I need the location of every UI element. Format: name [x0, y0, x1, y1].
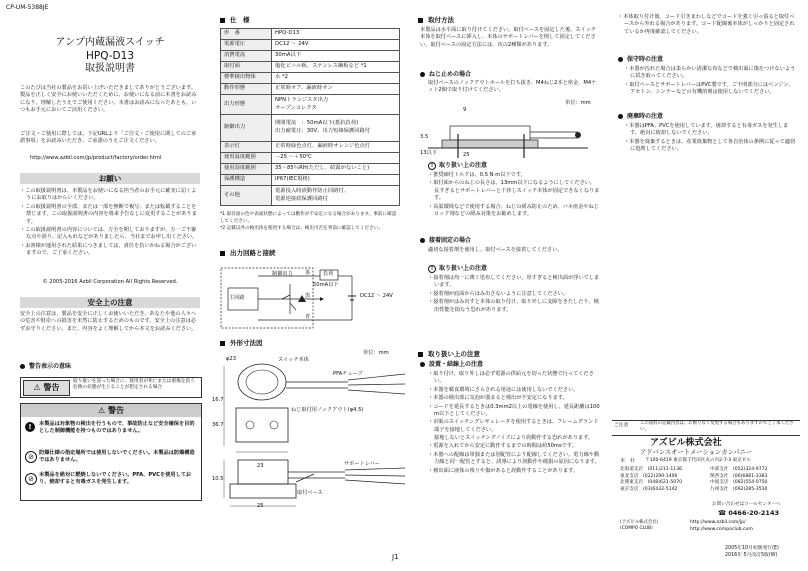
order-url[interactable]: http://www.azbil.com/jp/product/factory/order.html [30, 155, 162, 161]
list-item: ・本器を廃棄するときは、産業廃棄物として各自治体の条例に従って適切に処理してください。 [624, 138, 796, 153]
phone-icon: ☎ [718, 509, 727, 517]
request-item: ・この取扱説明書の内容については、万全を期しておりますが、万一ご不審な点や誤り、記入もれなどがありましたら、当社までお申し出ください。 [20, 226, 198, 241]
list-item: ・本器への配線は単独または別配管により配線してください。電力線や動力線と同一配管とすると、誘導により誤動作や破損の原因になります。 [428, 451, 600, 466]
warning-item: 防爆仕様の指定場所では使用しないでください。本製品は防爆構造ではありません。 [39, 450, 195, 464]
table-row: 保護構造 IP67(IEC規格) [221, 175, 400, 186]
knockout-hole [270, 421, 278, 429]
title-line3: 取扱説明書 [85, 63, 135, 74]
warning-item: 本製品は対象物の検出を行うもので、事故防止など安全確保を目的とした制御機能を持つものではありません。 [39, 421, 195, 435]
pfa-tube-label: PFAチューブ [333, 371, 363, 377]
safety-heading: 安全上の注意 [20, 297, 200, 308]
bullet-icon [420, 72, 425, 77]
title-model: HPQ-D13 [85, 50, 135, 62]
cable-icon [575, 132, 581, 138]
list-item: ・高温環境などで使用する場合、ねじの緩み防止のため、バネ座金やねじロック剤などの緩み対策をお勧めします。 [428, 203, 599, 217]
wire-brown-label: 茶 [305, 270, 311, 276]
copyright: © 2005-2016 Azbil Corporation All Rights Reserved. [42, 279, 178, 285]
warning-desc: 取り扱いを誤った場合に、使用者が死亡または重傷を負う危険の状態が生じることが想定される場合 [73, 379, 195, 391]
list-item: ・電源を入れてから安定に動作するまでの時間は約50msです。 [428, 443, 577, 450]
section-square-icon [220, 18, 225, 23]
list-item: ・推奨締付トルクは、0.5 N·m以下です。 [428, 172, 526, 178]
maint-title: 保守時の注意 [618, 56, 663, 65]
outline-unit: 単位：mm [363, 350, 389, 356]
control-output-label: 制御出力 [272, 271, 293, 277]
adhesive-caution-list [428, 275, 600, 315]
warning-label: ⚠ 警告 [23, 380, 70, 396]
screw-caution-list [428, 172, 600, 219]
compo-label: (アズビル株式会社) (COMPO CLUB) [620, 520, 659, 531]
screw-caution-title: ! 取り扱い上の注意 [428, 162, 487, 171]
request-heading: お願い [20, 173, 200, 184]
dim-label: 23 [257, 463, 264, 469]
mount-dim: 25 [463, 152, 470, 158]
spec-note: *1 取付面の色や表面状態によっては動作が不安定になる場合があります。事前に確認してください。 [220, 212, 397, 224]
table-row: 制御出力 開閉電流 ：50mA以下(抵抗負荷) 出力耐電圧：30V、出力短絡保護回路付 [221, 115, 400, 142]
title-line1: アンプ内蔵漏液スイッチ [55, 37, 165, 48]
prohibit-icon: ⊘ [25, 451, 37, 463]
list-item: ・取付面からのねじの長さは、13mm以下になるようにしてください。長すぎるとサポートレバーと干渉しスイッチ本体が固定できなくなります。 [428, 180, 600, 202]
mount-dim: 13以下 [420, 150, 437, 156]
circuit-heading: 出力回路と接続 [220, 249, 276, 258]
office-row: 北関東支店 (048)621-5070 [620, 480, 683, 486]
switch-body-label: スイッチ本体 [278, 357, 309, 363]
adhesive-title: 接着固定の場合 [420, 237, 471, 246]
list-item: ・接着剤が底面からはみ出さないように注意してください。 [428, 290, 569, 297]
fire-prohibit-icon: ⊘ [25, 473, 37, 485]
dim-label: 25 [257, 503, 264, 509]
handling-heading: 取り扱い上の注意 [418, 350, 480, 359]
hq-address: 〒100-6419 東京都千代田区丸の内2-7-3 東京ビル [645, 458, 752, 463]
caution-icon: ! [428, 162, 436, 170]
company-name: アズビル株式会社 [650, 438, 722, 448]
notice-label: ご注意 [614, 423, 629, 428]
list-item: 接地しないとスイッチングノイズにより誤動作する恐れがあります。 [434, 435, 594, 441]
section-square-icon [418, 18, 423, 23]
list-item: ・コードを延長するときは0.3mm2以上の電線を使用し、延長距離は100 m以下としてください。 [428, 403, 600, 417]
dim-label: 10.5 [212, 476, 224, 482]
document-code: CP-UM-5388JE [6, 4, 49, 11]
section-square-icon [220, 251, 225, 256]
company-url[interactable]: http://www.azbil.com/jp/ [690, 520, 746, 525]
handling-sub: 設置・結線上の注意 [420, 361, 483, 370]
list-item: ・本器の検出部に気泡が溜まると検出が不安定になります。 [428, 395, 568, 402]
bullet-icon [20, 364, 25, 369]
office-row: 東京支店 (03)6432-5142 [620, 486, 678, 492]
compo-url[interactable]: http://www.compoclub.com [690, 527, 753, 532]
mount-base-side [230, 484, 296, 498]
list-item: ・本体取り付け後、コード引きまわしなどでコードを強く引っ張ると取付ベースから外れる場合があります。コード配線後本体がしっかりと固定されているか再度確認してください。 [618, 14, 795, 35]
maint-list [624, 66, 796, 98]
office-row: 東北支店 (022)290-1400 [620, 473, 678, 479]
table-row: 消費電流 30mA以下 [221, 51, 400, 62]
office-row: 関西支社 (06)6881-3383 [710, 473, 768, 479]
warning-legend [20, 377, 202, 398]
mount-dim: 3.5 [420, 134, 429, 140]
table-row: 電源電圧 DC12 〜 24V [221, 40, 400, 51]
table-row: 出力形態 NPNトランジスタ出力 オープンコレクタ [221, 95, 400, 115]
col4-top-list [618, 14, 796, 37]
bullet-icon [420, 238, 425, 243]
notice-text: この資料の記載内容は、お断りなく変更する場合もありますのでご了承ください。 [640, 421, 794, 432]
office-row: 中国支店 (082)554-0750 [710, 480, 768, 486]
switch-body-top [238, 364, 286, 400]
dim-label: 36.7 [212, 422, 224, 428]
dim-label: 16.7 [212, 397, 224, 403]
history-line: 2016年 5月改訂5版(W) [725, 553, 778, 558]
table-row: その他 電源投入時誤動作防止回路付、 電源逆接続保護回路付 [221, 186, 400, 206]
load-label: 負荷 [323, 271, 334, 277]
caution-icon: ! [428, 265, 436, 273]
office-row: 北海道支店 (011)211-1136 [620, 467, 683, 472]
list-item: ・本器はPFA、PVCを使用しています。焼却すると有毒ガスを発生します。絶対に焼却しないでください。 [624, 123, 789, 137]
request-item: ・この取扱説明書は、本製品をお使いになる担当者のお手元に確実に届くようにお取りはからいください。 [20, 188, 197, 202]
list-item: ・本器を腐食環境にさらされる用途には使用しないでください。 [428, 386, 579, 393]
exclamation-icon: ! [25, 422, 35, 432]
mount-unit: 単位：mm [565, 100, 591, 106]
contact-label: お問い合わせはコールセンターへ [712, 502, 781, 507]
list-item: ・市販のスイッチングレギュレータを使用するときは、フレームグランド端子を接地してください。 [428, 419, 599, 433]
table-row: 使用湿度範囲 35〜85％RH(ただし、結露がないこと) [221, 164, 400, 175]
bullet-icon [420, 362, 425, 367]
max-current-label: 50mA以下 [313, 282, 339, 288]
list-item: ・取付ベースとサポートレバーはPVC製です。ご不明部分にはベンジン、アセトン、シンナーなどの有機溶剤は使用しないでください。 [624, 81, 794, 96]
outline-heading: 外形寸法図 [220, 339, 263, 348]
support-lever-label: サポートレバー [344, 461, 380, 467]
notice-box [612, 420, 800, 436]
main-circuit-label: 主回路 [229, 295, 245, 301]
mount-base-top [236, 408, 288, 442]
warning-triangle-icon: ⚠ [33, 383, 41, 392]
warning-item: 本製品を絶対に燃焼しないでください。PFA、PVCを使用しており、焼却すると有毒ガスを発生します。 [39, 472, 192, 486]
contact-tel: ☎ 0466-20-2143 [718, 509, 779, 517]
page-number: J1 [392, 553, 399, 561]
table-row: 標準検出物体 水 *2 [221, 73, 400, 84]
intro-text: このたびは当社の製品をお買い上げいただきましてありがとうございます。製品を正しく安全にお使いいただくために、お使いになる前に本書をお読みになり、理解したうえでご使用ください。本書はお読みになったあとも、いつもお手元においてご活用ください。 [20, 85, 197, 114]
hq-label: 本 社 [620, 458, 636, 464]
request-item: ・この取扱説明書の全部、または一部を無断で複写、または転載することを禁じます。この取扱説明書の内容を将来予告なしに変更することがあります。 [20, 203, 197, 225]
office-row: 九州支社 (092)285-3530 [710, 486, 768, 492]
division-name: アドバンスオートメーションカンパニー [640, 449, 753, 456]
handling-list [428, 371, 600, 476]
knockout-hole [246, 421, 254, 429]
list-item: ・取り付け、取り外しは必ず電源の供給元を切った状態で行ってください。 [428, 371, 594, 385]
spec-table [220, 28, 400, 206]
warning-box [20, 403, 202, 501]
table-row: 表示灯 正常時緑色点灯、漏液時オレンジ色点灯 [221, 142, 400, 153]
table-row: 形 番 HPQ-D13 [221, 29, 400, 40]
adhesive-text: 適切な接着剤を使用し、取付ベースを接着してください。 [428, 247, 563, 253]
bullet-icon [618, 114, 623, 119]
knockout-label: ねじ取付用ノックアウト(φ4.5) [291, 407, 364, 413]
warning-triangle-icon: ⚠ [98, 406, 106, 415]
mount-dim: 9 [463, 107, 467, 113]
wire-blue-label: 青 [305, 314, 311, 320]
offices-right [710, 467, 800, 494]
mounting-text: 本製品は水平面に取り付けてください。取付ベースを固定した後、スイッチ本体を取付ベースに挿入し、本体のサポートレバーを倒して固定してください。取付ベースの固定方法には、次の2種類があります。 [420, 27, 596, 48]
table-row: 動作形態 正常時オフ、漏液時オン [221, 84, 400, 95]
mount-base-label: 取付ベース [297, 490, 323, 496]
mounting-heading: 取付方法 [418, 16, 454, 25]
wire-black-label: 黒 [305, 293, 311, 299]
offices-left [620, 467, 710, 494]
request-list [20, 188, 200, 258]
list-item: ・検出面に液体の残りや傷があると誤動作することがあります。 [428, 467, 579, 474]
safety-text: 安全上の注意は、製品を安全に正しくお使いいただき、あなたや他の人々への危害や財産への損害を未然に防止するためのものです。安全上の注意は必ずお守りください。また、内容をよく理解してから本文をお読みください。 [20, 311, 197, 332]
table-row: 取付面 塩化ビニル板、ステンレス鋼板など *1 [221, 62, 400, 73]
list-item: ・接着剤は均一に薄く塗布してください。厚すぎると検出面が浮いてしまいます。 [428, 275, 600, 289]
symbol-title: 警告表示の意味 [20, 363, 71, 372]
disposal-list [624, 123, 796, 155]
bullet-icon [618, 57, 623, 62]
section-square-icon [418, 352, 423, 357]
warning-box-title: ⚠ 警告 [21, 404, 201, 417]
list-item: ・接着剤がはみ出すと本体の取り付け、取り外しに支障をきたしたり、検出性能を損なう恐れがあります。 [428, 299, 599, 313]
outline-drawing [220, 356, 410, 534]
order-note: ご注文・ご使用に際しては、下記URLより「ご注文・ご使用に関してのご承諾事項」をお読みいただき、ご承諾のうえご注文ください。 [20, 131, 197, 145]
section-square-icon [220, 341, 225, 346]
spec-heading: 仕 様 [220, 16, 250, 25]
switch-body-side [450, 126, 530, 140]
disposal-title: 廃棄時の注意 [618, 113, 663, 122]
list-item: ・本器が汚れた場合は柔らかい清潔な布などで検出面に傷をつけないように拭き取ってください。 [624, 66, 796, 80]
history-line: 2005年10月初版発行(E) [725, 546, 779, 551]
table-row: 使用温度範囲 －25 〜＋50℃ [221, 153, 400, 164]
screw-text: 取付ベースのノックアウトホールを打ち抜き、M4ねじ2本と座金、M4ナット2個で取り付けてください。 [428, 80, 597, 94]
adhesive-caution-title: ! 取り扱い上の注意 [428, 265, 487, 274]
screw-title: ねじ止めの場合 [420, 71, 471, 80]
request-item: ・お客様が運用された結果につきましては、責任を負いかねる場合がございますので、ご了承ください。 [20, 242, 197, 256]
spec-note: *2 記載以外の検出体を使用する場合は、検出可否を事前に確認してください。 [220, 226, 383, 231]
office-row: 中部支社 (052)324-9772 [710, 467, 768, 472]
screw-mount-drawing [428, 108, 598, 160]
supply-label: DC12 〜 24V [360, 293, 393, 299]
dim-label: φ23 [226, 356, 237, 362]
